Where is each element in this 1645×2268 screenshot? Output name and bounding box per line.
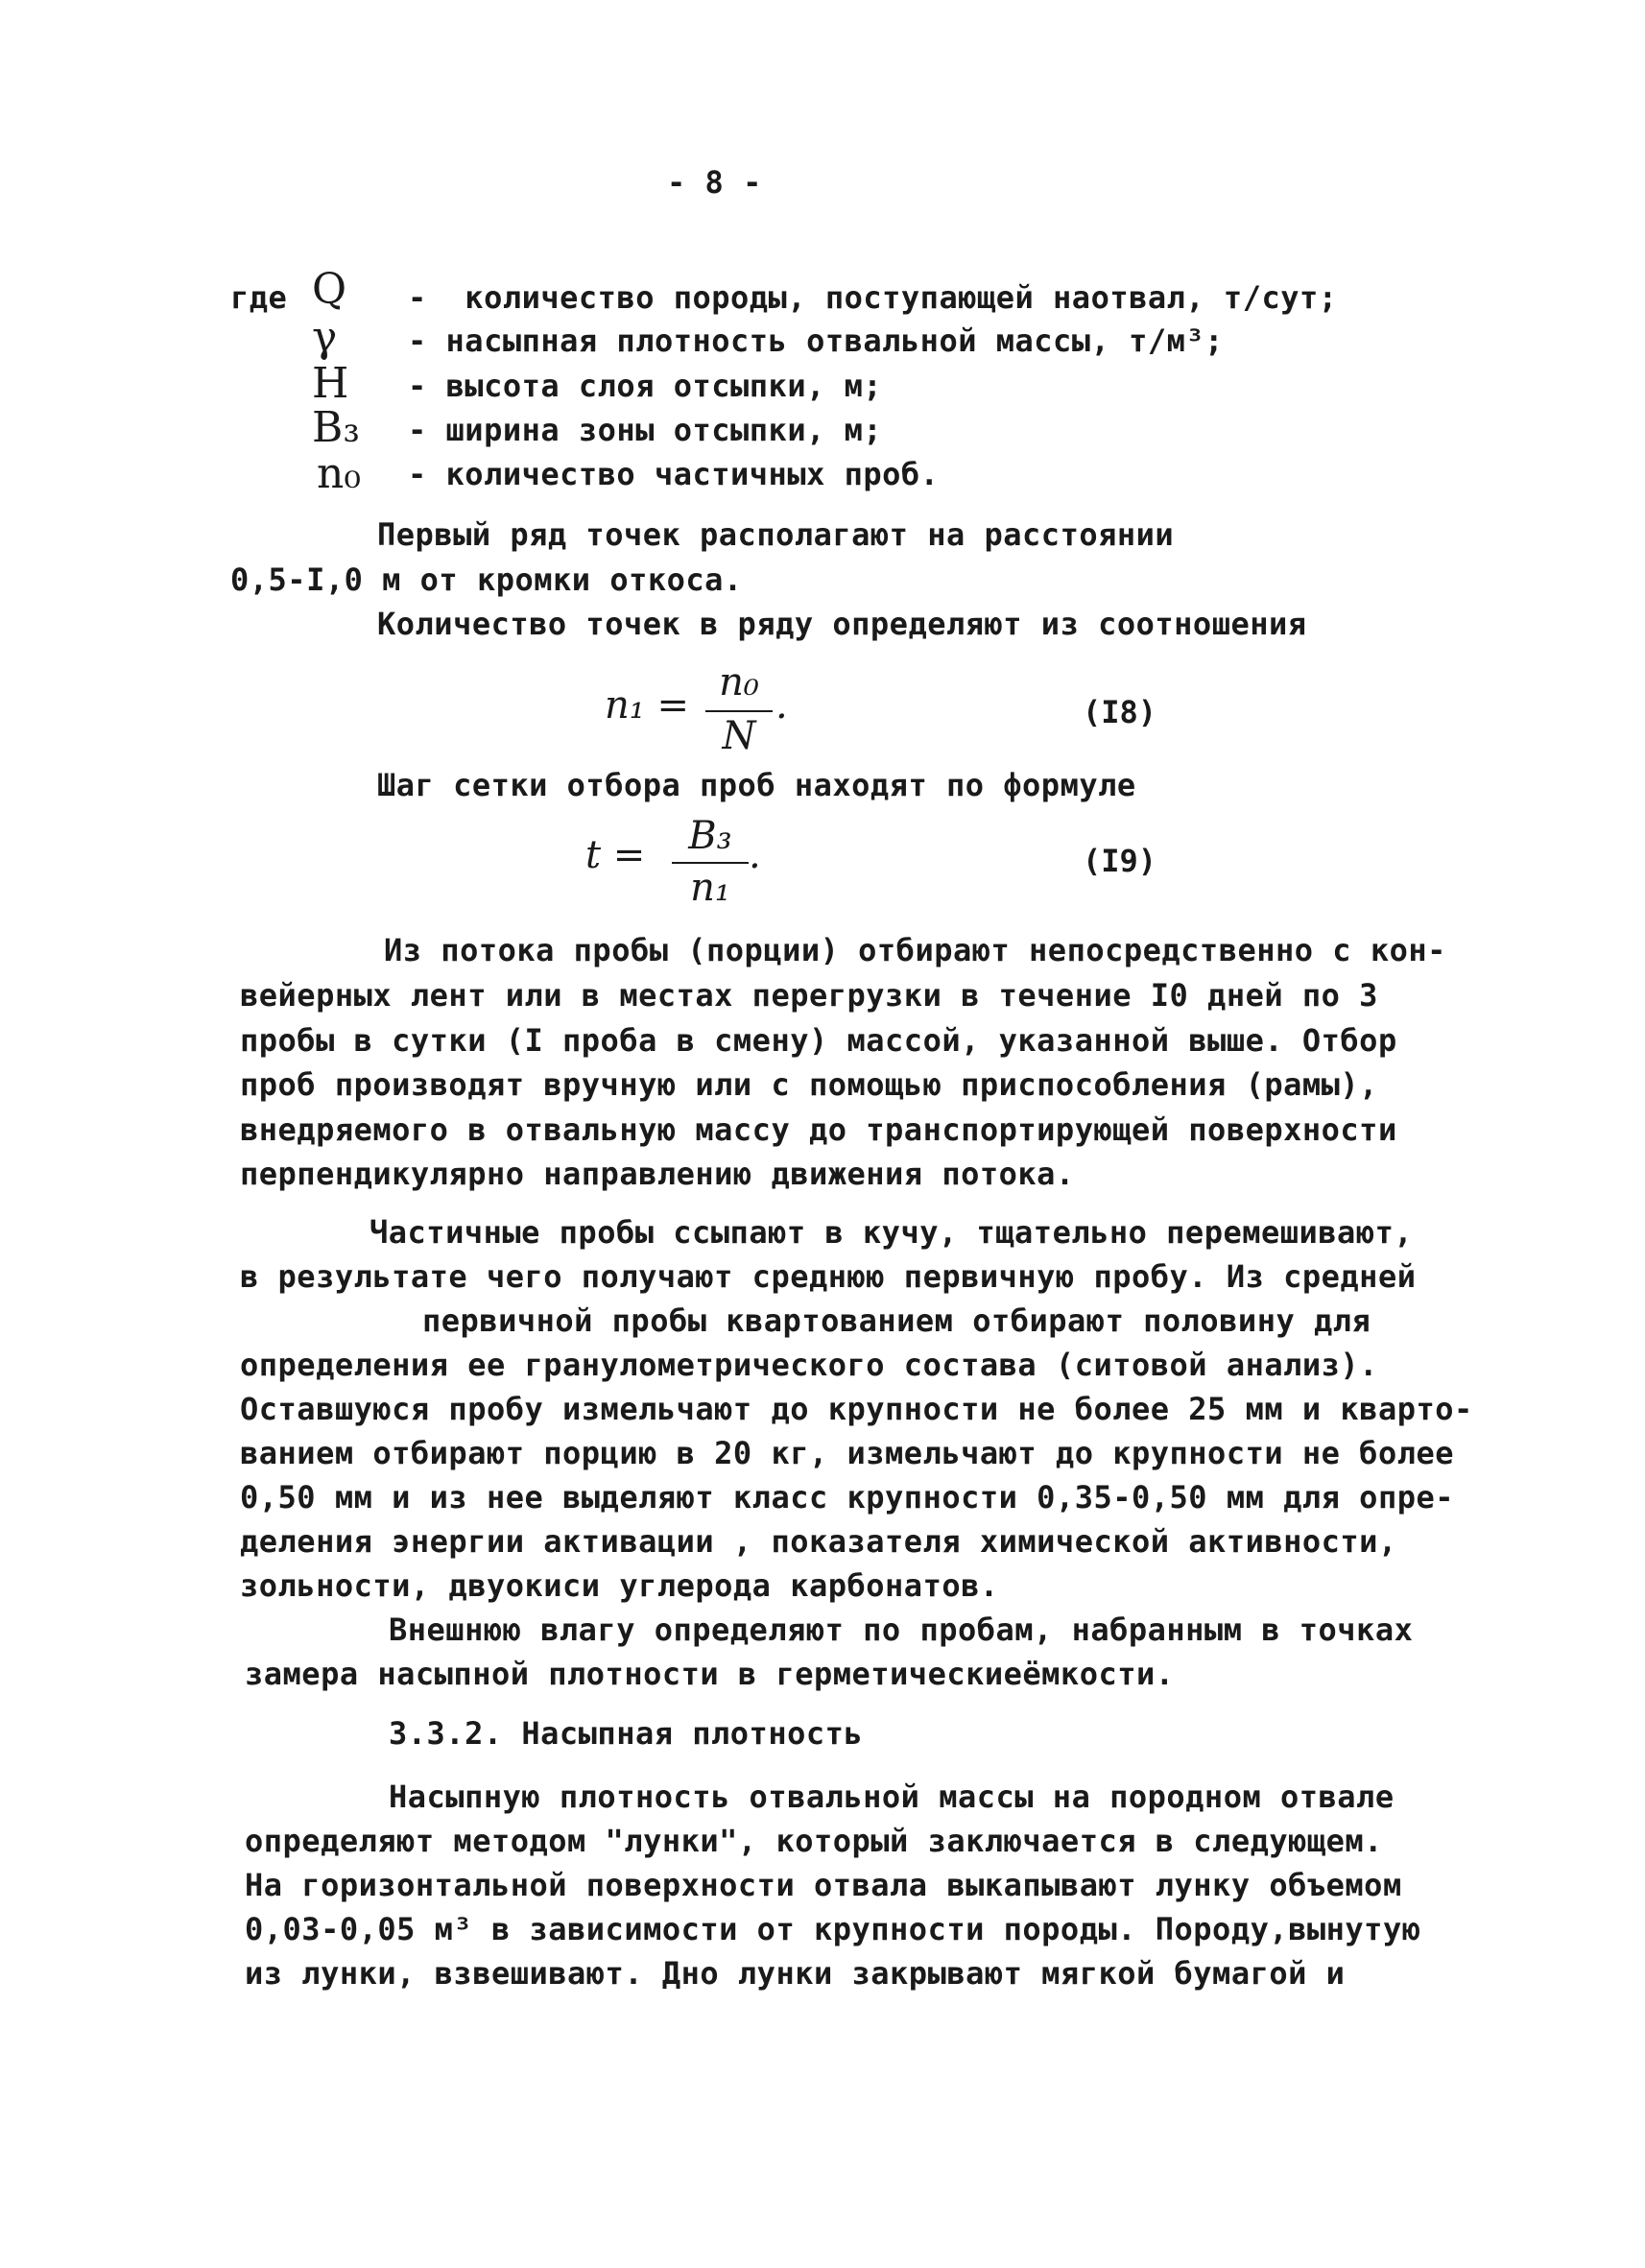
paragraph-line: в результате чего получают среднюю первичную пробу. Из средней	[240, 1258, 1417, 1295]
paragraph-line: внедряемого в отвальную массу до транспортирующей поверхности	[240, 1111, 1397, 1148]
paragraph-line: определения ее гранулометрического состава (ситовой анализ).	[240, 1347, 1378, 1383]
legend-symbol: γ	[312, 313, 338, 362]
formula-denominator: n₁	[690, 866, 730, 910]
equation-number: (I8)	[1083, 694, 1157, 730]
formula-lhs: n₁ =	[605, 683, 690, 728]
legend-symbol: n₀	[317, 449, 361, 498]
paragraph-line: деления энергии активации , показателя химической активности,	[240, 1523, 1397, 1560]
paragraph-line: определяют методом "лунки", который заключается в следующем.	[245, 1823, 1383, 1859]
formula-numerator: B₃	[688, 814, 732, 858]
legend-text: - насыпная плотность отвальной массы, т/м³;	[408, 322, 1224, 359]
fraction-bar	[672, 862, 749, 864]
paragraph-line: Первый ряд точек располагают на расстоянии	[377, 516, 1175, 553]
formula-lhs: t =	[585, 833, 646, 877]
paragraph-line: перпендикулярно направлению движения потока.	[240, 1156, 1075, 1192]
paragraph-line: пробы в сутки (I проба в смену) массой, указанной выше. Отбор	[240, 1022, 1397, 1059]
paragraph-line: Шаг сетки отбора проб находят по формуле	[377, 767, 1136, 803]
paragraph-line: Внешнюю влагу определяют по пробам, набранным в точках	[389, 1611, 1414, 1648]
equation-number: (I9)	[1083, 843, 1157, 879]
paragraph-line: Оставшуюся пробу измельчают до крупности не более 25 мм и кварто-	[240, 1391, 1473, 1427]
paragraph-line: вейерных лент или в местах перегрузки в течение I0 дней по 3	[240, 977, 1378, 1014]
formula-fraction	[672, 814, 749, 919]
legend-text: - количество породы, поступающей наотвал, т/сут;	[408, 279, 1338, 316]
paragraph-line: 0,50 мм и из нее выделяют класс крупности 0,35-0,50 мм для опре-	[240, 1479, 1454, 1516]
fraction-bar	[705, 710, 773, 712]
paragraph-line: Частичные пробы ссыпают в кучу, тщательно перемешивают,	[370, 1214, 1414, 1251]
legend-symbol: B₃	[312, 403, 360, 452]
paragraph-line: из лунки, взвешивают. Дно лунки закрывают мягкой бумагой и	[245, 1955, 1346, 1992]
paragraph-line: ванием отбирают порцию в 20 кг, измельчают до крупности не более	[240, 1435, 1454, 1471]
formula-denominator: N	[722, 714, 756, 758]
paragraph-line: замера насыпной плотности в герметическиеёмкости.	[245, 1656, 1175, 1692]
paragraph-line: Из потока пробы (порции) отбирают непосредственно с кон-	[384, 932, 1446, 968]
page-number: - 8 -	[667, 164, 762, 201]
legend-intro: где	[230, 279, 288, 316]
paragraph-line: зольности, двуокиси углерода карбонатов.	[240, 1567, 999, 1604]
legend-symbol: Q	[312, 265, 347, 314]
formula-numerator: n₀	[719, 660, 759, 704]
paragraph-line: первичной пробы квартованием отбирают половину для	[422, 1302, 1371, 1339]
legend-text: - ширина зоны отсыпки, м;	[408, 412, 883, 448]
formula-fraction	[705, 660, 773, 766]
formula-tail: .	[749, 833, 761, 877]
paragraph-line: проб производят вручную или с помощью приспособления (рамы),	[240, 1066, 1378, 1103]
section-heading: 3.3.2. Насыпная плотность	[389, 1715, 864, 1752]
paragraph-line: 0,03-0,05 м³ в зависимости от крупности породы. Породу,вынутую	[245, 1911, 1421, 1947]
legend-symbol: H	[312, 359, 349, 408]
legend-text: - количество частичных проб.	[408, 456, 940, 492]
paragraph-line: Насыпную плотность отвальной массы на породном отвале	[389, 1779, 1395, 1815]
formula-tail: .	[775, 683, 788, 728]
paragraph-line: На горизонтальной поверхности отвала выкапывают лунку объемом	[245, 1867, 1402, 1903]
paragraph-line: 0,5-I,0 м от кромки откоса.	[230, 561, 743, 598]
legend-text: - высота слоя отсыпки, м;	[408, 368, 883, 404]
paragraph-line: Количество точек в ряду определяют из соотношения	[377, 606, 1307, 642]
